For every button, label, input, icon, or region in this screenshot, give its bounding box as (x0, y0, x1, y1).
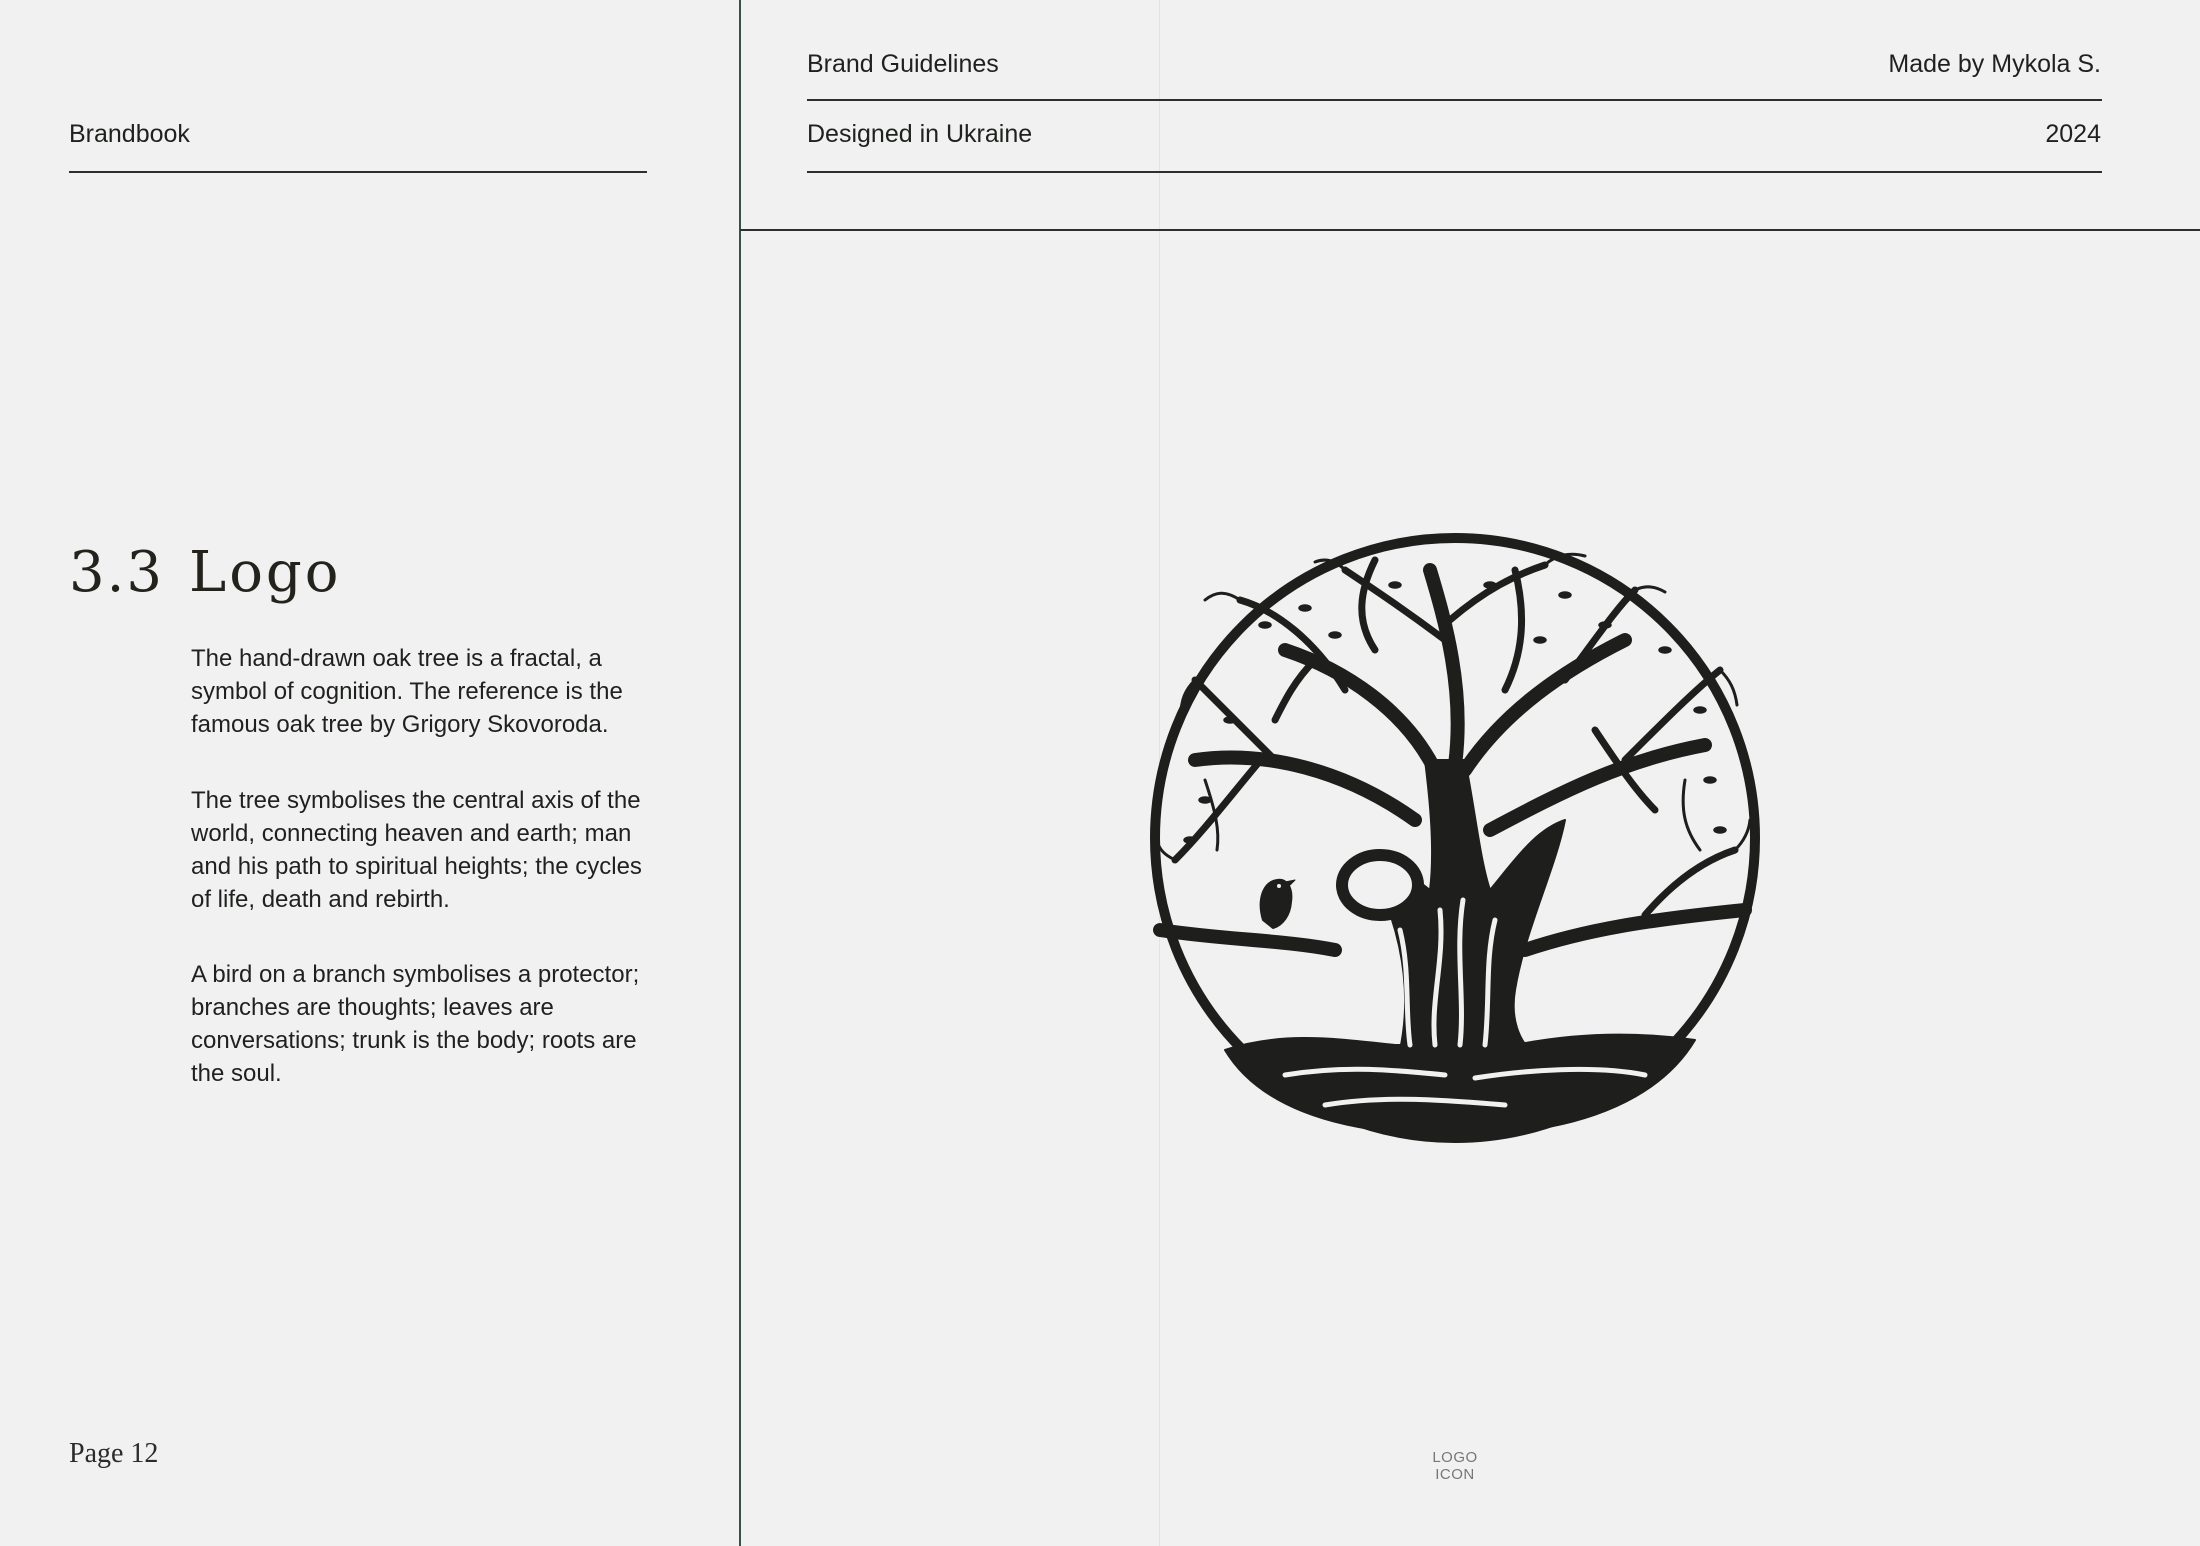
left-header-divider (69, 171, 647, 173)
paragraph-fractal: The hand-drawn oak tree is a fractal, a symbol of cognition. The reference is the famous oak tree by Grigory Skovoroda. (191, 645, 623, 738)
brandbook-label: Brandbook (69, 120, 190, 148)
origin-label: Designed in Ukraine (807, 120, 1033, 148)
page-number: Page 12 (69, 1438, 159, 1469)
header-divider-bottom (807, 171, 2102, 173)
logo-caption: LOGO ICON (1432, 1449, 1478, 1483)
brand-guidelines-label: Brand Guidelines (807, 50, 999, 78)
section-number: 3.3 (69, 540, 165, 605)
paragraph-axis: The tree symbolises the central axis of the world, connecting heaven and earth; man and his path to spiritual heights; the cycles of life, death and rebirth. (191, 787, 642, 913)
section-title: Logo (189, 540, 342, 605)
header-full-divider (740, 229, 2200, 231)
year-label: 2024 (2045, 120, 2101, 148)
oak-tree-logo-svg (1145, 530, 1765, 1150)
header-divider-top (807, 99, 2102, 101)
paragraph-symbols: A bird on a branch symbolises a protector; branches are thoughts; leaves are conversations; trunk is the body; roots are the soul. (191, 961, 640, 1087)
column-divider (739, 0, 741, 1546)
author-label: Made by Mykola S. (1888, 50, 2101, 78)
oak-tree-icon (1145, 530, 1765, 1150)
